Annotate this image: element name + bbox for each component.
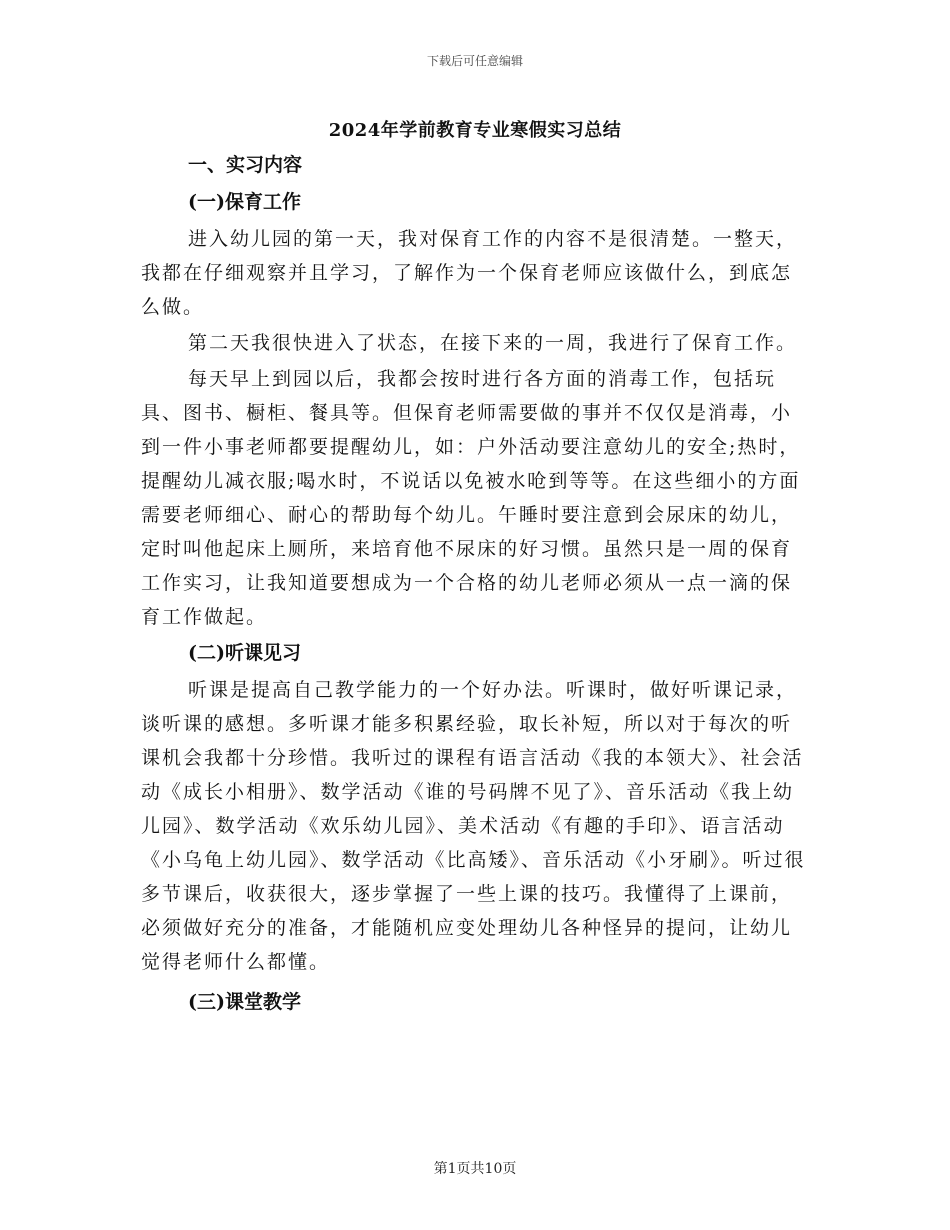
document-body (141, 148, 811, 1022)
subsection-heading: (二)听课见习 (188, 642, 301, 664)
subsection-heading: (一)保育工作 (188, 191, 301, 213)
subsection-heading: (三)课堂教学 (188, 991, 301, 1013)
header-note: 下载后可任意编辑 (426, 54, 523, 68)
paragraph: 听课是提高自己教学能力的一个好办法。听课时，做好听课记录，谈听课的感想。多听课才能多积累经验，取长补短，所以对于每次的听课机会我都十分珍惜。我听过的课程有语言活动《我的本领大》、社会活动《成长小相册》、数学活动《谁的号码牌不见了》、音乐活动《我上幼儿园》、数学活动《欢乐幼儿园》、美术活动《有趣的手印》、语言活动《小乌龟上幼儿园》、数学活动《比高矮》、音乐活动《小牙刷》。听过很多节课后，收获很大，逐步掌握了一些上课的技巧。我懂得了上课前，必须做好充分的准备，才能随机应变处理幼儿各种怪异的提问，让幼儿觉得老师什么都懂。 (141, 679, 806, 973)
document-title: 2024年学前教育专业寒假实习总结 (328, 120, 622, 141)
section-heading: 一、实习内容 (188, 154, 303, 176)
page-footer: 第1页共10页 (433, 1161, 517, 1177)
paragraph: 每天早上到园以后，我都会按时进行各方面的消毒工作，包括玩具、图书、橱柜、餐具等。但保育老师需要做的事并不仅仅是消毒，小到一件小事老师都要提醒幼儿，如：户外活动要注意幼儿的安全;热时，提醒幼儿减衣服;喝水时，不说话以免被水呛到等等。在这些细小的方面需要老师细心、耐心的帮助每个幼儿。午睡时要注意到会尿床的幼儿，定时叫他起床上厕所，来培育他不尿床的好习惯。虽然只是一周的保育工作实习，让我知道要想成为一个合格的幼儿老师必须从一点一滴的保育工作做起。 (141, 368, 801, 628)
paragraph: 进入幼儿园的第一天，我对保育工作的内容不是很清楚。一整天，我都在仔细观察并且学习，了解作为一个保育老师应该做什么，到底怎么做。 (141, 228, 798, 318)
paragraph: 第二天我很快进入了状态，在接下来的一周，我进行了保育工作。 (188, 332, 798, 354)
